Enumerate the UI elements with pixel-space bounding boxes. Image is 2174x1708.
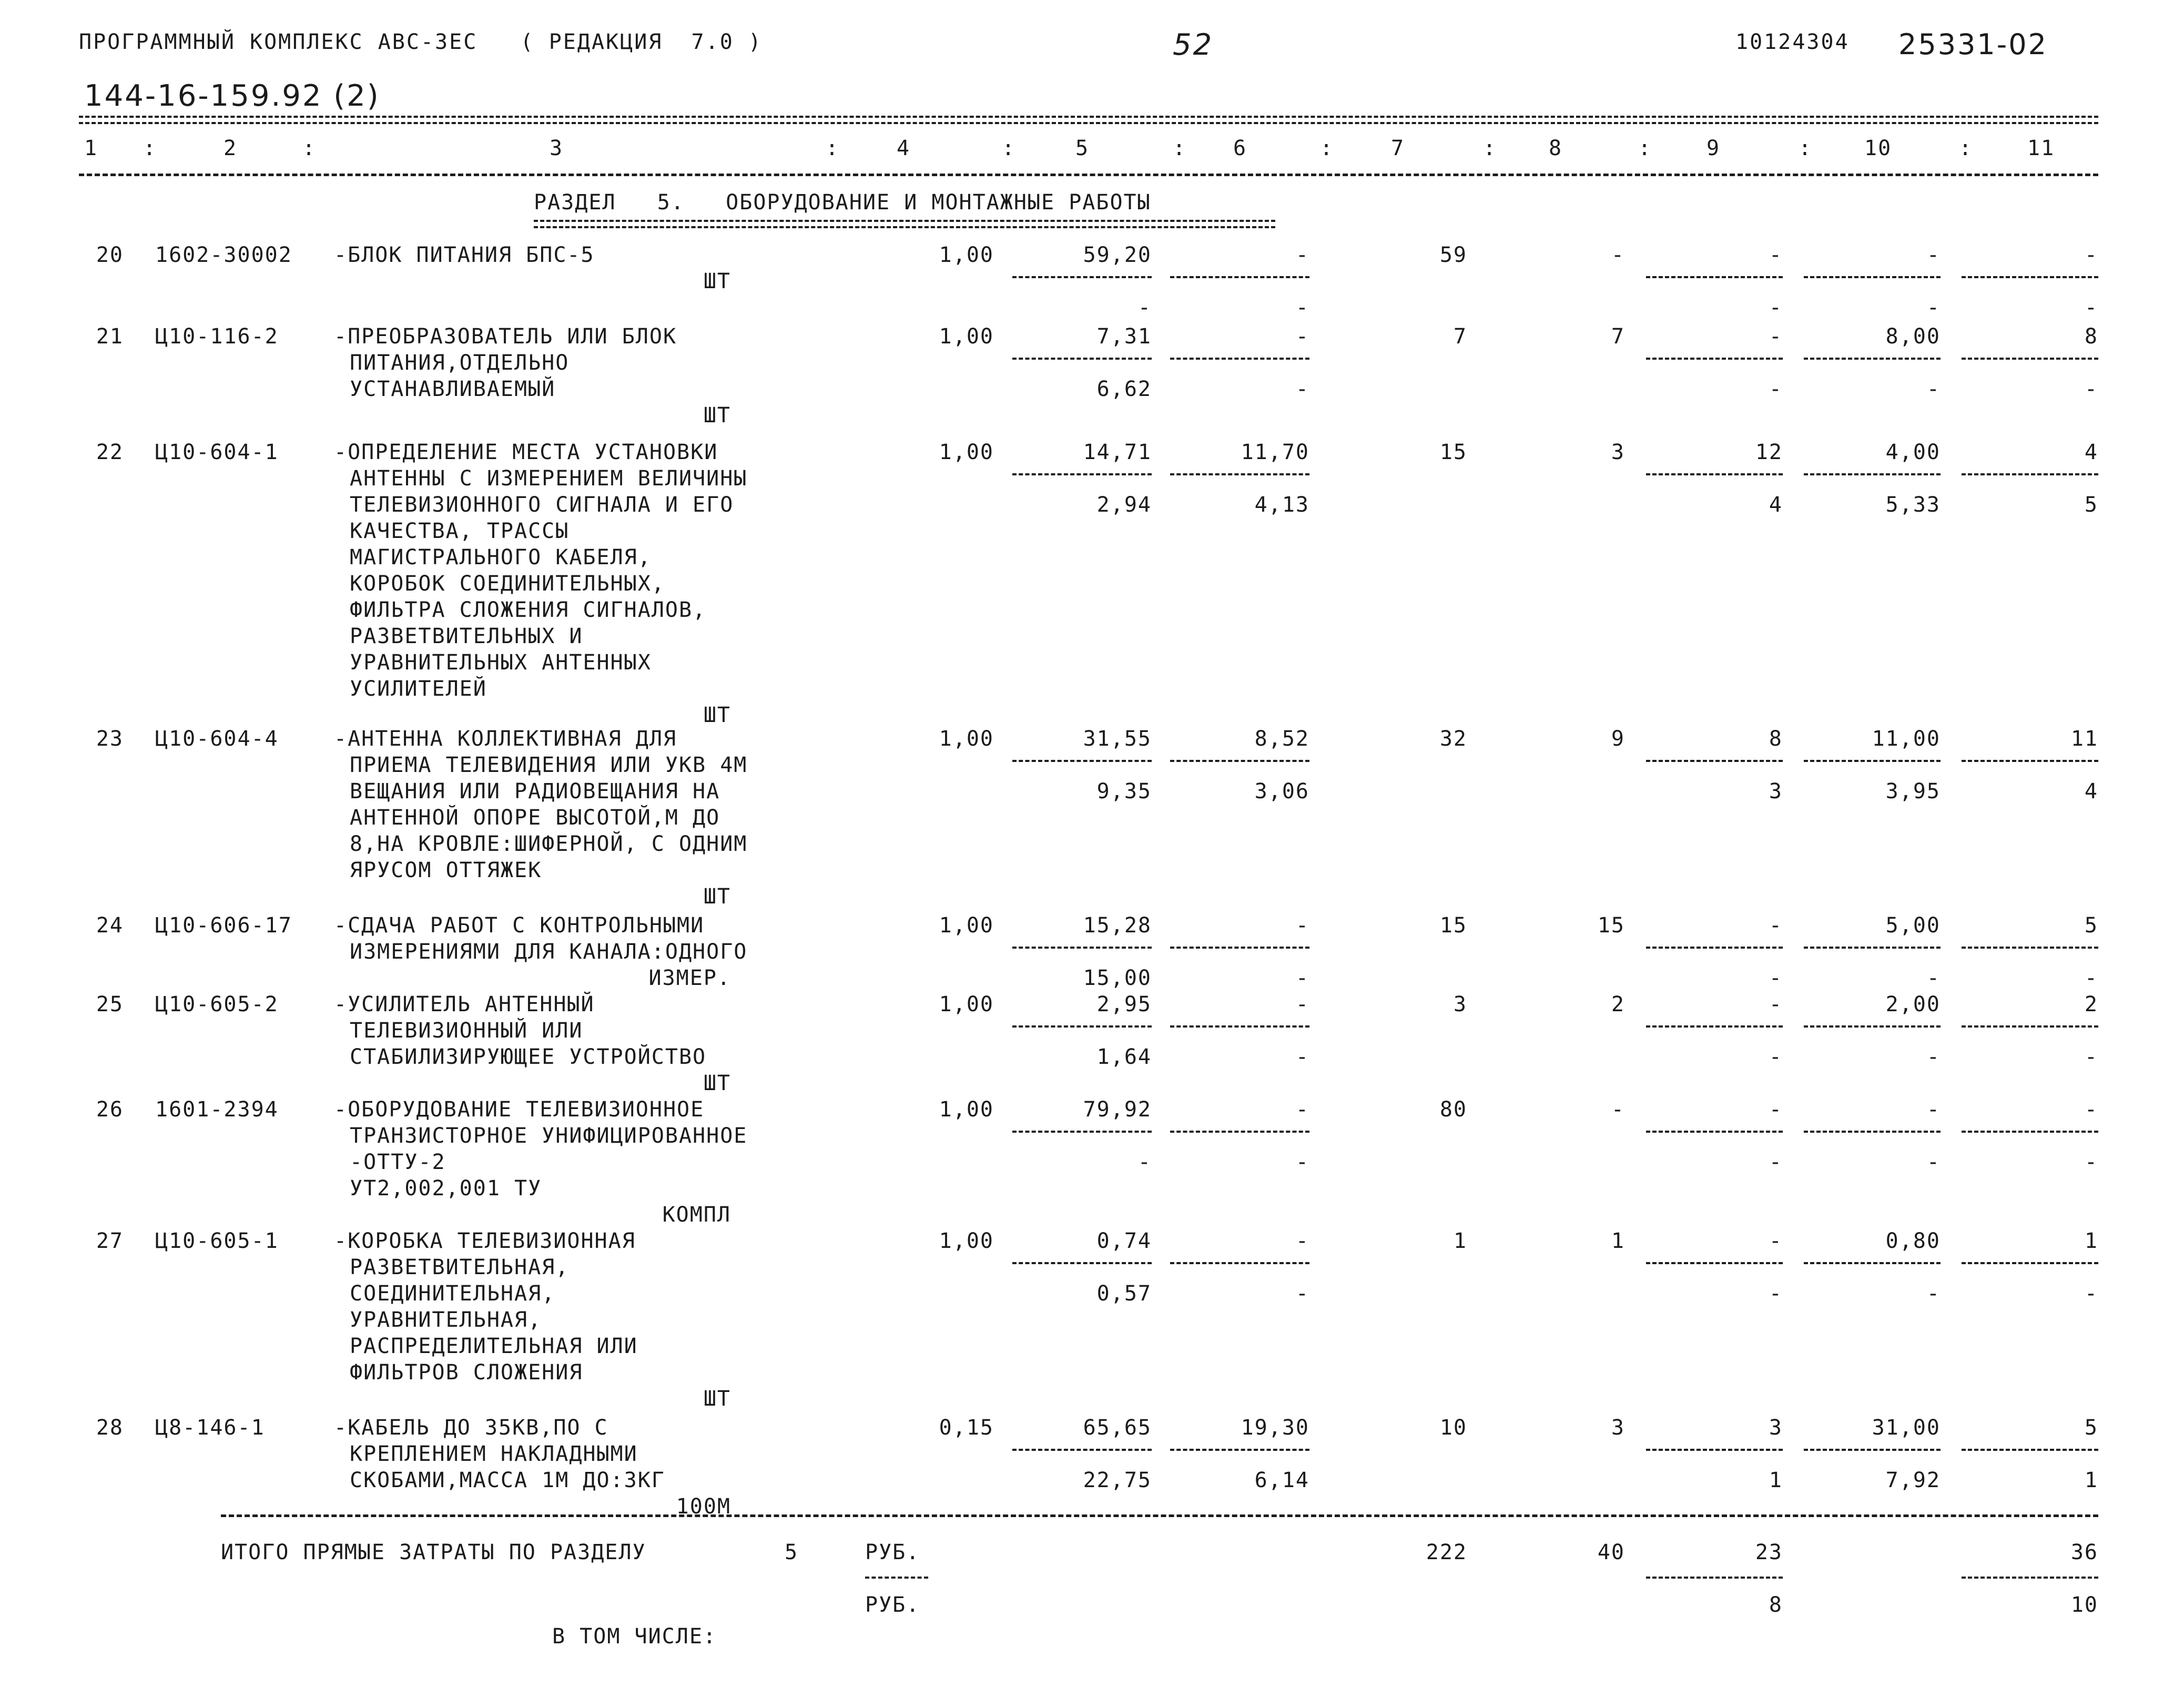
col-6-value: - [1295,324,1309,349]
description-line: СТАБИЛИЗИРУЮЩЕЕ УСТРОЙСТВО [350,1045,707,1069]
total-col9: 23 [1755,1540,1783,1564]
col-5-value: 65,65 [1083,1416,1152,1440]
project-number: 144-16-159.92 (2) [84,79,380,113]
unit-of-measure: ШТ [703,1387,731,1411]
column-number-2: 2 [224,136,238,160]
col-10-rule [1804,1025,1941,1028]
col-8-value: - [1611,1097,1625,1122]
col-9-value: 12 [1755,440,1783,464]
column-number-5: 5 [1075,136,1090,160]
col-5-value: 7,31 [1096,324,1152,349]
col-7-value: 3 [1453,992,1467,1016]
col-7-value: 1 [1453,1229,1467,1253]
col-5-rule [1012,760,1152,762]
column-separator: : [826,136,840,160]
description-line: -ПРЕОБРАЗОВАТЕЛЬ ИЛИ БЛОК [334,324,677,349]
col-10-subvalue: - [1926,1282,1941,1306]
col-5-value: 15,28 [1083,913,1152,938]
quantity: 1,00 [939,992,994,1016]
col-5-subvalue: 1,64 [1096,1045,1152,1069]
total-section: 5 [785,1540,799,1564]
col-7-value: 80 [1439,1097,1467,1122]
resource-code: Ц10-605-1 [155,1229,279,1253]
column-number-11: 11 [2027,136,2055,160]
resource-code: Ц10-116-2 [155,324,279,349]
col-10-value: - [1926,1097,1941,1122]
col-9-subvalue: 1 [1769,1468,1783,1492]
description-line: ТЕЛЕВИЗИОННОГО СИГНАЛА И ЕГО [350,493,734,517]
col-5-subvalue: 0,57 [1096,1282,1152,1306]
col-6-rule [1170,1262,1309,1264]
column-number-4: 4 [897,136,911,160]
col-5-value: 79,92 [1083,1097,1152,1122]
col-10-subvalue: - [1926,296,1941,320]
unit-of-measure: ШТ [703,703,731,727]
col-11-value: - [2084,243,2098,267]
resource-code: Ц10-604-4 [155,727,279,751]
col-9-subvalue: - [1769,1045,1783,1069]
description-line: -УСИЛИТЕЛЬ АНТЕННЫЙ [334,992,595,1016]
top-rule [79,116,2098,124]
col-6-rule [1170,1449,1309,1451]
col-8-value: 1 [1611,1229,1625,1253]
description-line: -ОТТУ-2 [350,1150,446,1174]
col-5-subvalue: 22,75 [1083,1468,1152,1492]
col-7-value: 15 [1439,913,1467,938]
col-7-value: 7 [1453,324,1467,349]
col-9-value: 3 [1769,1416,1783,1440]
description-line: АНТЕННОЙ ОПОРЕ ВЫСОТОЙ,М ДО [350,806,720,830]
col-9-subvalue: 4 [1769,493,1783,517]
col-6-subvalue: - [1295,296,1309,320]
description-line: ТРАНЗИСТОРНОЕ УНИФИЦИРОВАННОЕ [350,1124,748,1148]
col-7-value: 10 [1439,1416,1467,1440]
resource-code: 1602-30002 [155,243,292,267]
col-11-value: 5 [2084,913,2098,938]
col-11-value: 4 [2084,440,2098,464]
description-line: СОЕДИНИТЕЛЬНАЯ, [350,1282,556,1306]
quantity: 1,00 [939,324,994,349]
col-5-subvalue: 9,35 [1096,779,1152,804]
col-7-value: 15 [1439,440,1467,464]
col-6-subvalue: - [1295,1150,1309,1174]
resource-code: Ц10-604-1 [155,440,279,464]
col-5-subvalue: - [1137,1150,1152,1174]
col-10-value: 2,00 [1885,992,1941,1016]
description-line: АНТЕННЫ С ИЗМЕРЕНИЕМ ВЕЛИЧИНЫ [350,466,748,491]
description-line: УСТАНАВЛИВАЕМЫЙ [350,377,556,401]
column-separator: : [1173,136,1187,160]
col-5-value: 0,74 [1096,1229,1152,1253]
col-10-subvalue: - [1926,1150,1941,1174]
including-label: В ТОМ ЧИСЛЕ: [552,1624,717,1649]
col-9-rule [1646,276,1783,278]
col-6-subvalue: - [1295,377,1309,401]
unit-of-measure: ШТ [703,269,731,293]
column-separator: : [1483,136,1497,160]
resource-code: Ц10-606-17 [155,913,292,938]
col-9-subvalue: - [1769,1282,1783,1306]
col-11-rule [1962,473,2098,475]
col-6-subvalue: 6,14 [1254,1468,1309,1492]
total-currency: РУБ. [865,1540,920,1564]
col-10-rule [1804,947,1941,949]
description-line: ПИТАНИЯ,ОТДЕЛЬНО [350,351,570,375]
description-line: -КОРОБКА ТЕЛЕВИЗИОННАЯ [334,1229,636,1253]
col-11-subvalue: - [2084,377,2098,401]
col-9-rule [1646,760,1783,762]
col-11-subvalue: - [2084,1045,2098,1069]
total-currency-rule [865,1577,928,1579]
col-11-subvalue: - [2084,966,2098,990]
col-10-subvalue: 7,92 [1885,1468,1941,1492]
col-11-value: 5 [2084,1416,2098,1440]
column-separator: : [1638,136,1652,160]
col-8-value: 3 [1611,440,1625,464]
col-7-value: 32 [1439,727,1467,751]
col-8-value: 2 [1611,992,1625,1016]
row-number: 26 [96,1097,124,1122]
column-number-3: 3 [550,136,564,160]
section-title-underline [534,220,1275,228]
col-9-rule [1646,1025,1783,1028]
col-6-value: 8,52 [1254,727,1309,751]
col-10-value: - [1926,243,1941,267]
col-6-value: 11,70 [1241,440,1309,464]
col-10-subvalue: - [1926,1045,1941,1069]
col-5-rule [1012,947,1152,949]
description-line: УРАВНИТЕЛЬНАЯ, [350,1308,542,1332]
col-11-subvalue: - [2084,1150,2098,1174]
resource-code: Ц8-146-1 [155,1416,265,1440]
description-line: ВЕЩАНИЯ ИЛИ РАДИОВЕЩАНИЯ НА [350,779,720,804]
col-10-value: 0,80 [1885,1229,1941,1253]
quantity: 1,00 [939,440,994,464]
col-10-rule [1804,358,1941,360]
unit-of-measure: ШТ [703,1071,731,1095]
column-separator: : [143,136,157,160]
resource-code: Ц10-605-2 [155,992,279,1016]
col-11-subvalue: - [2084,296,2098,320]
column-number-8: 8 [1549,136,1563,160]
col-6-value: - [1295,243,1309,267]
description-line: -КАБЕЛЬ ДО 35КВ,ПО С [334,1416,608,1440]
total-col11-rule [1962,1577,2098,1579]
page-number: 52 [1173,28,1214,62]
description-line: РАСПРЕДЕЛИТЕЛЬНАЯ ИЛИ [350,1334,638,1358]
row-number: 20 [96,243,124,267]
col-8-value: - [1611,243,1625,267]
col-5-value: 31,55 [1083,727,1152,751]
unit-of-measure: ШТ [703,403,731,428]
col-11-subvalue: - [2084,1282,2098,1306]
total-col9-sub: 8 [1769,1593,1783,1617]
quantity: 1,00 [939,243,994,267]
col-10-rule [1804,760,1941,762]
row-number: 27 [96,1229,124,1253]
col-9-rule [1646,1262,1783,1264]
quantity: 1,00 [939,913,994,938]
unit-of-measure: ШТ [703,884,731,909]
description-line: -ОПРЕДЕЛЕНИЕ МЕСТА УСТАНОВКИ [334,440,718,464]
col-9-rule [1646,1449,1783,1451]
program-title: ПРОГРАММНЫЙ КОМПЛЕКС АВС-3ЕС ( РЕДАКЦИЯ 7.0 ) [79,30,763,54]
row-number: 28 [96,1416,124,1440]
description-line: КОРОБОК СОЕДИНИТЕЛЬНЫХ, [350,572,665,596]
col-6-rule [1170,1131,1309,1133]
col-9-rule [1646,358,1783,360]
col-10-value: 31,00 [1872,1416,1941,1440]
column-header-rule [79,174,2098,176]
col-6-rule [1170,473,1309,475]
column-number-1: 1 [84,136,98,160]
col-8-value: 3 [1611,1416,1625,1440]
quantity: 1,00 [939,727,994,751]
col-10-subvalue: - [1926,377,1941,401]
col-11-value: 2 [2084,992,2098,1016]
col-5-value: 2,95 [1096,992,1152,1016]
col-6-rule [1170,358,1309,360]
col-10-subvalue: 5,33 [1885,493,1941,517]
col-6-rule [1170,276,1309,278]
section-title: РАЗДЕЛ 5. ОБОРУДОВАНИЕ И МОНТАЖНЫЕ РАБОТЫ [534,190,1151,215]
description-line: СКОБАМИ,МАССА 1М ДО:3КГ [350,1468,665,1492]
col-11-rule [1962,760,2098,762]
unit-of-measure: КОМПЛ [662,1203,731,1227]
description-line: МАГИСТРАЛЬНОГО КАБЕЛЯ, [350,545,652,570]
col-10-rule [1804,1449,1941,1451]
col-9-value: 8 [1769,727,1783,751]
unit-of-measure: ИЗМЕР. [648,966,731,990]
col-10-rule [1804,473,1941,475]
col-5-value: 14,71 [1083,440,1152,464]
col-9-value: - [1769,1097,1783,1122]
col-6-value: - [1295,1097,1309,1122]
col-5-subvalue: 6,62 [1096,377,1152,401]
col-5-rule [1012,473,1152,475]
column-number-6: 6 [1233,136,1247,160]
column-number-9: 9 [1706,136,1721,160]
col-9-value: - [1769,1229,1783,1253]
col-9-value: - [1769,913,1783,938]
col-5-subvalue: 2,94 [1096,493,1152,517]
row-number: 23 [96,727,124,751]
description-line: -БЛОК ПИТАНИЯ БПС-5 [334,243,595,267]
col-5-subvalue: - [1137,296,1152,320]
col-11-rule [1962,1025,2098,1028]
col-5-rule [1012,1262,1152,1264]
total-col11: 36 [2070,1540,2098,1564]
col-11-rule [1962,276,2098,278]
description-line: 8,НА КРОВЛЕ:ШИФЕРНОЙ, С ОДНИМ [350,832,748,856]
total-col9-rule [1646,1577,1783,1579]
description-line: ЯРУСОМ ОТТЯЖЕК [350,858,542,882]
col-9-subvalue: 3 [1769,779,1783,804]
col-10-value: 4,00 [1885,440,1941,464]
col-9-rule [1646,1131,1783,1133]
col-5-rule [1012,1131,1152,1133]
description-line: УСИЛИТЕЛЕЙ [350,677,487,701]
description-line: ИЗМЕРЕНИЯМИ ДЛЯ КАНАЛА:ОДНОГО [350,940,748,964]
col-5-subvalue: 15,00 [1083,966,1152,990]
col-9-subvalue: - [1769,377,1783,401]
total-label: ИТОГО ПРЯМЫЕ ЗАТРАТЫ ПО РАЗДЕЛУ [221,1540,646,1564]
document-code: 10124304 [1735,30,1850,54]
row-number: 25 [96,992,124,1016]
resource-code: 1601-2394 [155,1097,279,1122]
col-11-value: 8 [2084,324,2098,349]
description-line: -СДАЧА РАБОТ С КОНТРОЛЬНЫМИ [334,913,705,938]
col-9-subvalue: - [1769,966,1783,990]
col-10-value: 11,00 [1872,727,1941,751]
column-separator: : [1799,136,1813,160]
column-separator: : [1002,136,1016,160]
col-10-subvalue: - [1926,966,1941,990]
col-11-value: 11 [2070,727,2098,751]
col-6-value: - [1295,992,1309,1016]
total-currency-2: РУБ. [865,1593,920,1617]
description-line: КАЧЕСТВА, ТРАССЫ [350,519,570,543]
total-col8: 40 [1597,1540,1625,1564]
col-6-rule [1170,947,1309,949]
description-line: -АНТЕННА КОЛЛЕКТИВНАЯ ДЛЯ [334,727,677,751]
col-8-value: 15 [1597,913,1625,938]
description-line: КРЕПЛЕНИЕМ НАКЛАДНЫМИ [350,1442,638,1466]
col-6-subvalue: - [1295,1282,1309,1306]
description-line: ФИЛЬТРА СЛОЖЕНИЯ СИГНАЛОВ, [350,598,707,622]
row-number: 21 [96,324,124,349]
total-col7: 222 [1426,1540,1467,1564]
col-11-value: - [2084,1097,2098,1122]
col-5-value: 59,20 [1083,243,1152,267]
col-8-value: 7 [1611,324,1625,349]
col-5-rule [1012,276,1152,278]
col-10-subvalue: 3,95 [1885,779,1941,804]
row-number: 22 [96,440,124,464]
col-9-subvalue: - [1769,296,1783,320]
column-number-10: 10 [1864,136,1892,160]
col-9-value: - [1769,992,1783,1016]
col-11-subvalue: 4 [2084,779,2098,804]
column-separator: : [302,136,317,160]
col-11-rule [1962,947,2098,949]
description-line: УРАВНИТЕЛЬНЫХ АНТЕННЫХ [350,650,652,675]
col-11-subvalue: 1 [2084,1468,2098,1492]
description-line: ФИЛЬТРОВ СЛОЖЕНИЯ [350,1360,583,1385]
quantity: 1,00 [939,1097,994,1122]
col-6-value: 19,30 [1241,1416,1309,1440]
col-11-rule [1962,1449,2098,1451]
col-6-value: - [1295,1229,1309,1253]
col-5-rule [1012,358,1152,360]
quantity: 0,15 [939,1416,994,1440]
description-line: ТЕЛЕВИЗИОННЫЙ ИЛИ [350,1019,583,1043]
col-6-subvalue: 4,13 [1254,493,1309,517]
col-7-value: 59 [1439,243,1467,267]
col-9-rule [1646,473,1783,475]
col-11-subvalue: 5 [2084,493,2098,517]
description-line: РАЗВЕТВИТЕЛЬНАЯ, [350,1255,570,1279]
column-separator: : [1959,136,1973,160]
column-separator: : [1320,136,1334,160]
col-11-rule [1962,358,2098,360]
col-6-value: - [1295,913,1309,938]
col-9-value: - [1769,324,1783,349]
document-number: 25331-02 [1898,28,2048,61]
col-6-rule [1170,760,1309,762]
unit-of-measure: 100М [676,1494,731,1519]
description-line: РАЗВЕТВИТЕЛЬНЫХ И [350,624,583,648]
description-line: -ОБОРУДОВАНИЕ ТЕЛЕВИЗИОННОЕ [334,1097,705,1122]
col-11-rule [1962,1131,2098,1133]
description-line: УТ2,002,001 ТУ [350,1176,542,1201]
totals-rule [221,1514,2098,1517]
col-10-value: 8,00 [1885,324,1941,349]
col-9-value: - [1769,243,1783,267]
col-9-rule [1646,947,1783,949]
col-10-rule [1804,276,1941,278]
quantity: 1,00 [939,1229,994,1253]
col-6-subvalue: 3,06 [1254,779,1309,804]
col-5-rule [1012,1449,1152,1451]
col-6-subvalue: - [1295,1045,1309,1069]
row-number: 24 [96,913,124,938]
col-6-subvalue: - [1295,966,1309,990]
col-10-rule [1804,1131,1941,1133]
col-5-rule [1012,1025,1152,1028]
description-line: ПРИЕМА ТЕЛЕВИДЕНИЯ ИЛИ УКВ 4М [350,753,748,777]
col-9-subvalue: - [1769,1150,1783,1174]
col-10-rule [1804,1262,1941,1264]
col-11-value: 1 [2084,1229,2098,1253]
total-col11-sub: 10 [2070,1593,2098,1617]
col-8-value: 9 [1611,727,1625,751]
col-11-rule [1962,1262,2098,1264]
col-10-value: 5,00 [1885,913,1941,938]
column-number-7: 7 [1391,136,1405,160]
col-6-rule [1170,1025,1309,1028]
